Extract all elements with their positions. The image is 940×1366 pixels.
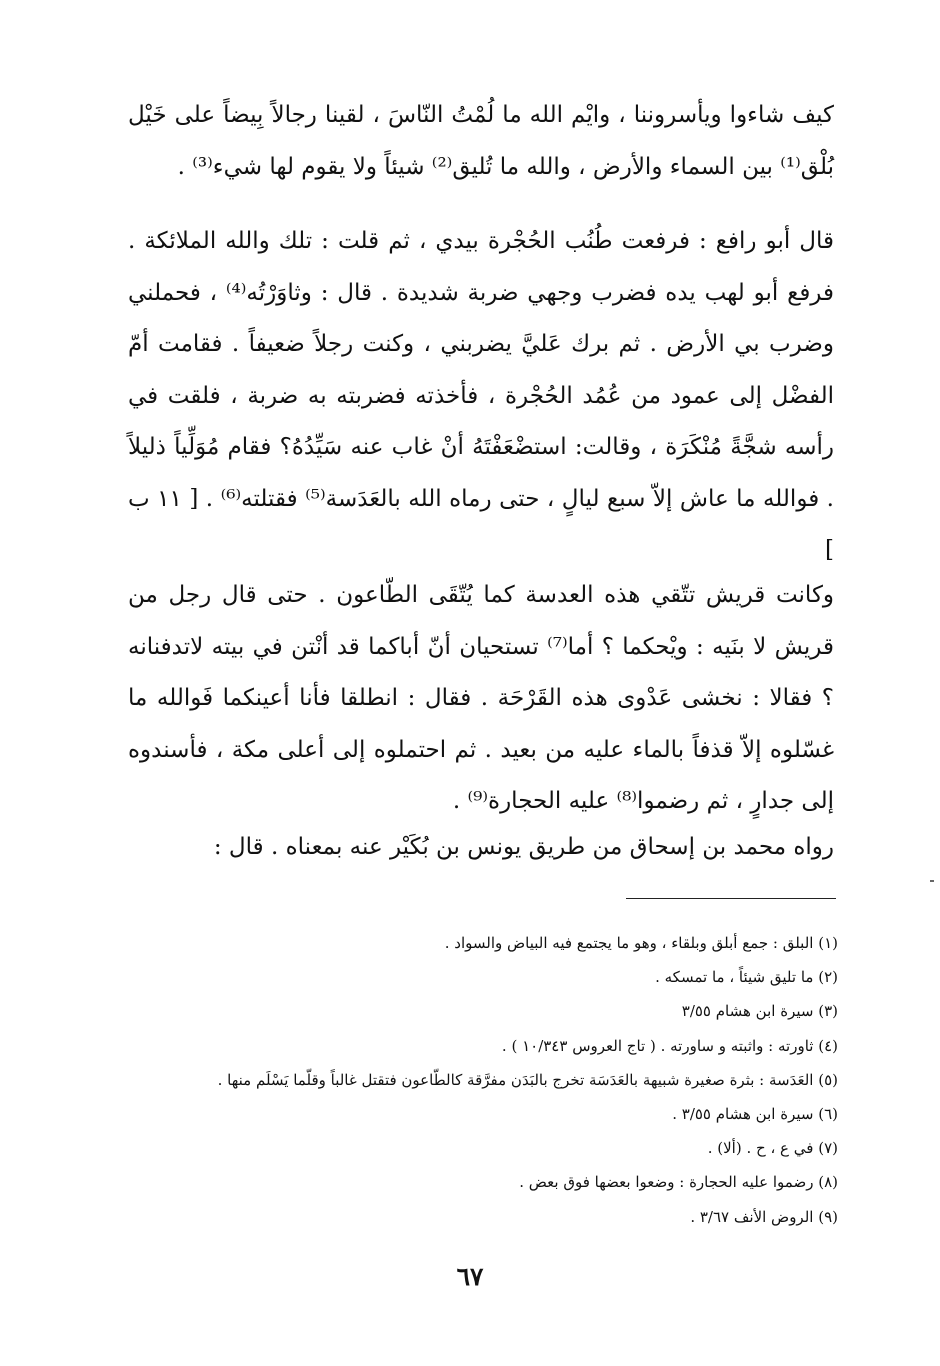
footnote-5: (٥) العَدَسة : بثرة صغيرة شبيهة بالعَدَسَة تخرج بالبَدَن مفرَّقة كالطّاعون فتقتل غالباً وقلّما يَسْلَم منها . (217, 1070, 838, 1089)
page-number: ٦٧ (456, 1262, 484, 1291)
paragraph-text: وكانت قريش تتّقي هذه العدسة كما يُتّقَى الطّاعون . حتى قال رجل من قريش لا بنَيه : ويْحكما ؟ أما⁽⁷⁾ تستحيان أنّ أباكما قد أنْتن في بيته لاتدفنانه ؟ فقالا : نخشى عَدْوى هذه القَرْحَة . فقال : انطلقا فأنا أعينكما فَوالله ما غسّلوه إلاّ قذفاً بالماء عليه من بعيد . ثم احتملوه إلى أعلى مكة ، فأسندوه إلى جدارٍ ، ثم رضموا⁽⁸⁾ عليه الحجارة⁽⁹⁾ . (128, 582, 834, 814)
body-paragraph-3 (128, 570, 834, 828)
footnote-4: (٤) ثاورته : واثبته و ساورته . ( تاج العروس ١٠/٣٤٣ ) . (501, 1036, 838, 1055)
footnote-1: (١) البلق : جمع أبلق وبلقاء ، وهو ما يجتمع فيه البياض والسواد . (444, 934, 838, 952)
footnotes-list (128, 926, 838, 1234)
footnote-9: (٩) الروض الأنف ٣/٦٧ . (690, 1207, 838, 1226)
footnote-6: (٦) سيرة ابن هشام ٣/٥٥ . (672, 1105, 838, 1124)
paragraph-text: كيف شاءوا ويأسروننا ، وايْم الله ما لُمْتُ النّاسَ ، لقينا رجالاً بِيضاً على خَيْل بُلْق⁽¹⁾ بين السماء والأرض ، والله ما تُليق⁽²⁾ شيئاً ولا يقوم لها شيء⁽³⁾ . (128, 102, 834, 180)
paragraph-text: رواه محمد بن إسحاق من طريق يونس بن بُكَيْر عنه بمعناه . قال : (213, 834, 834, 860)
body-paragraph-4 (128, 822, 834, 874)
footnote-3: (٣) سيرة ابن هشام ٣/٥٥ (681, 1002, 838, 1021)
footnote-separator (626, 898, 836, 899)
footnote-8: (٨) رضموا عليه الحجارة : وضعوا بعضها فوق بعض . (519, 1173, 838, 1192)
footnote-2: (٢) ما تليق شيئاً ، ما تمسكه . (655, 968, 838, 987)
margin-mark (930, 880, 934, 882)
paragraph-text: قال أبو رافع : فرفعت طُنُب الحُجْرة بيدي ، ثم قلت : تلك والله الملائكة . فرفع أبو لهب يده فضرب وجهي ضربة شديدة . قال : وثاوَرْتُه⁽⁴⁾ ، فحملني وضرب بي الأرض . ثم برك عَليَّ يضربني ، وكنت رجلاً ضعيفاً . فقامت أمّ الفضْل إلى عمود من عُمُد الحُجْرة ، فأخذته فضربته به ضربة ، فلقت في رأسه شجَّةً مُنْكَرَة ، وقالت: استضْعَفْتَهُ أنْ غاب عنه سَيِّدُهُ؟ فقام مُوَلِّياً ذليلاً . فوالله ما عاش إلاّ سبع ليالٍ ، حتى رماه الله بالعَدَسة⁽⁵⁾ فقتلته⁽⁶⁾ . [ ١١ ب ] (128, 228, 834, 563)
footnote-7: (٧) في ع ، ح . (ألا) . (707, 1139, 838, 1158)
body-paragraph-2 (128, 216, 834, 577)
body-paragraph-1 (128, 90, 834, 193)
